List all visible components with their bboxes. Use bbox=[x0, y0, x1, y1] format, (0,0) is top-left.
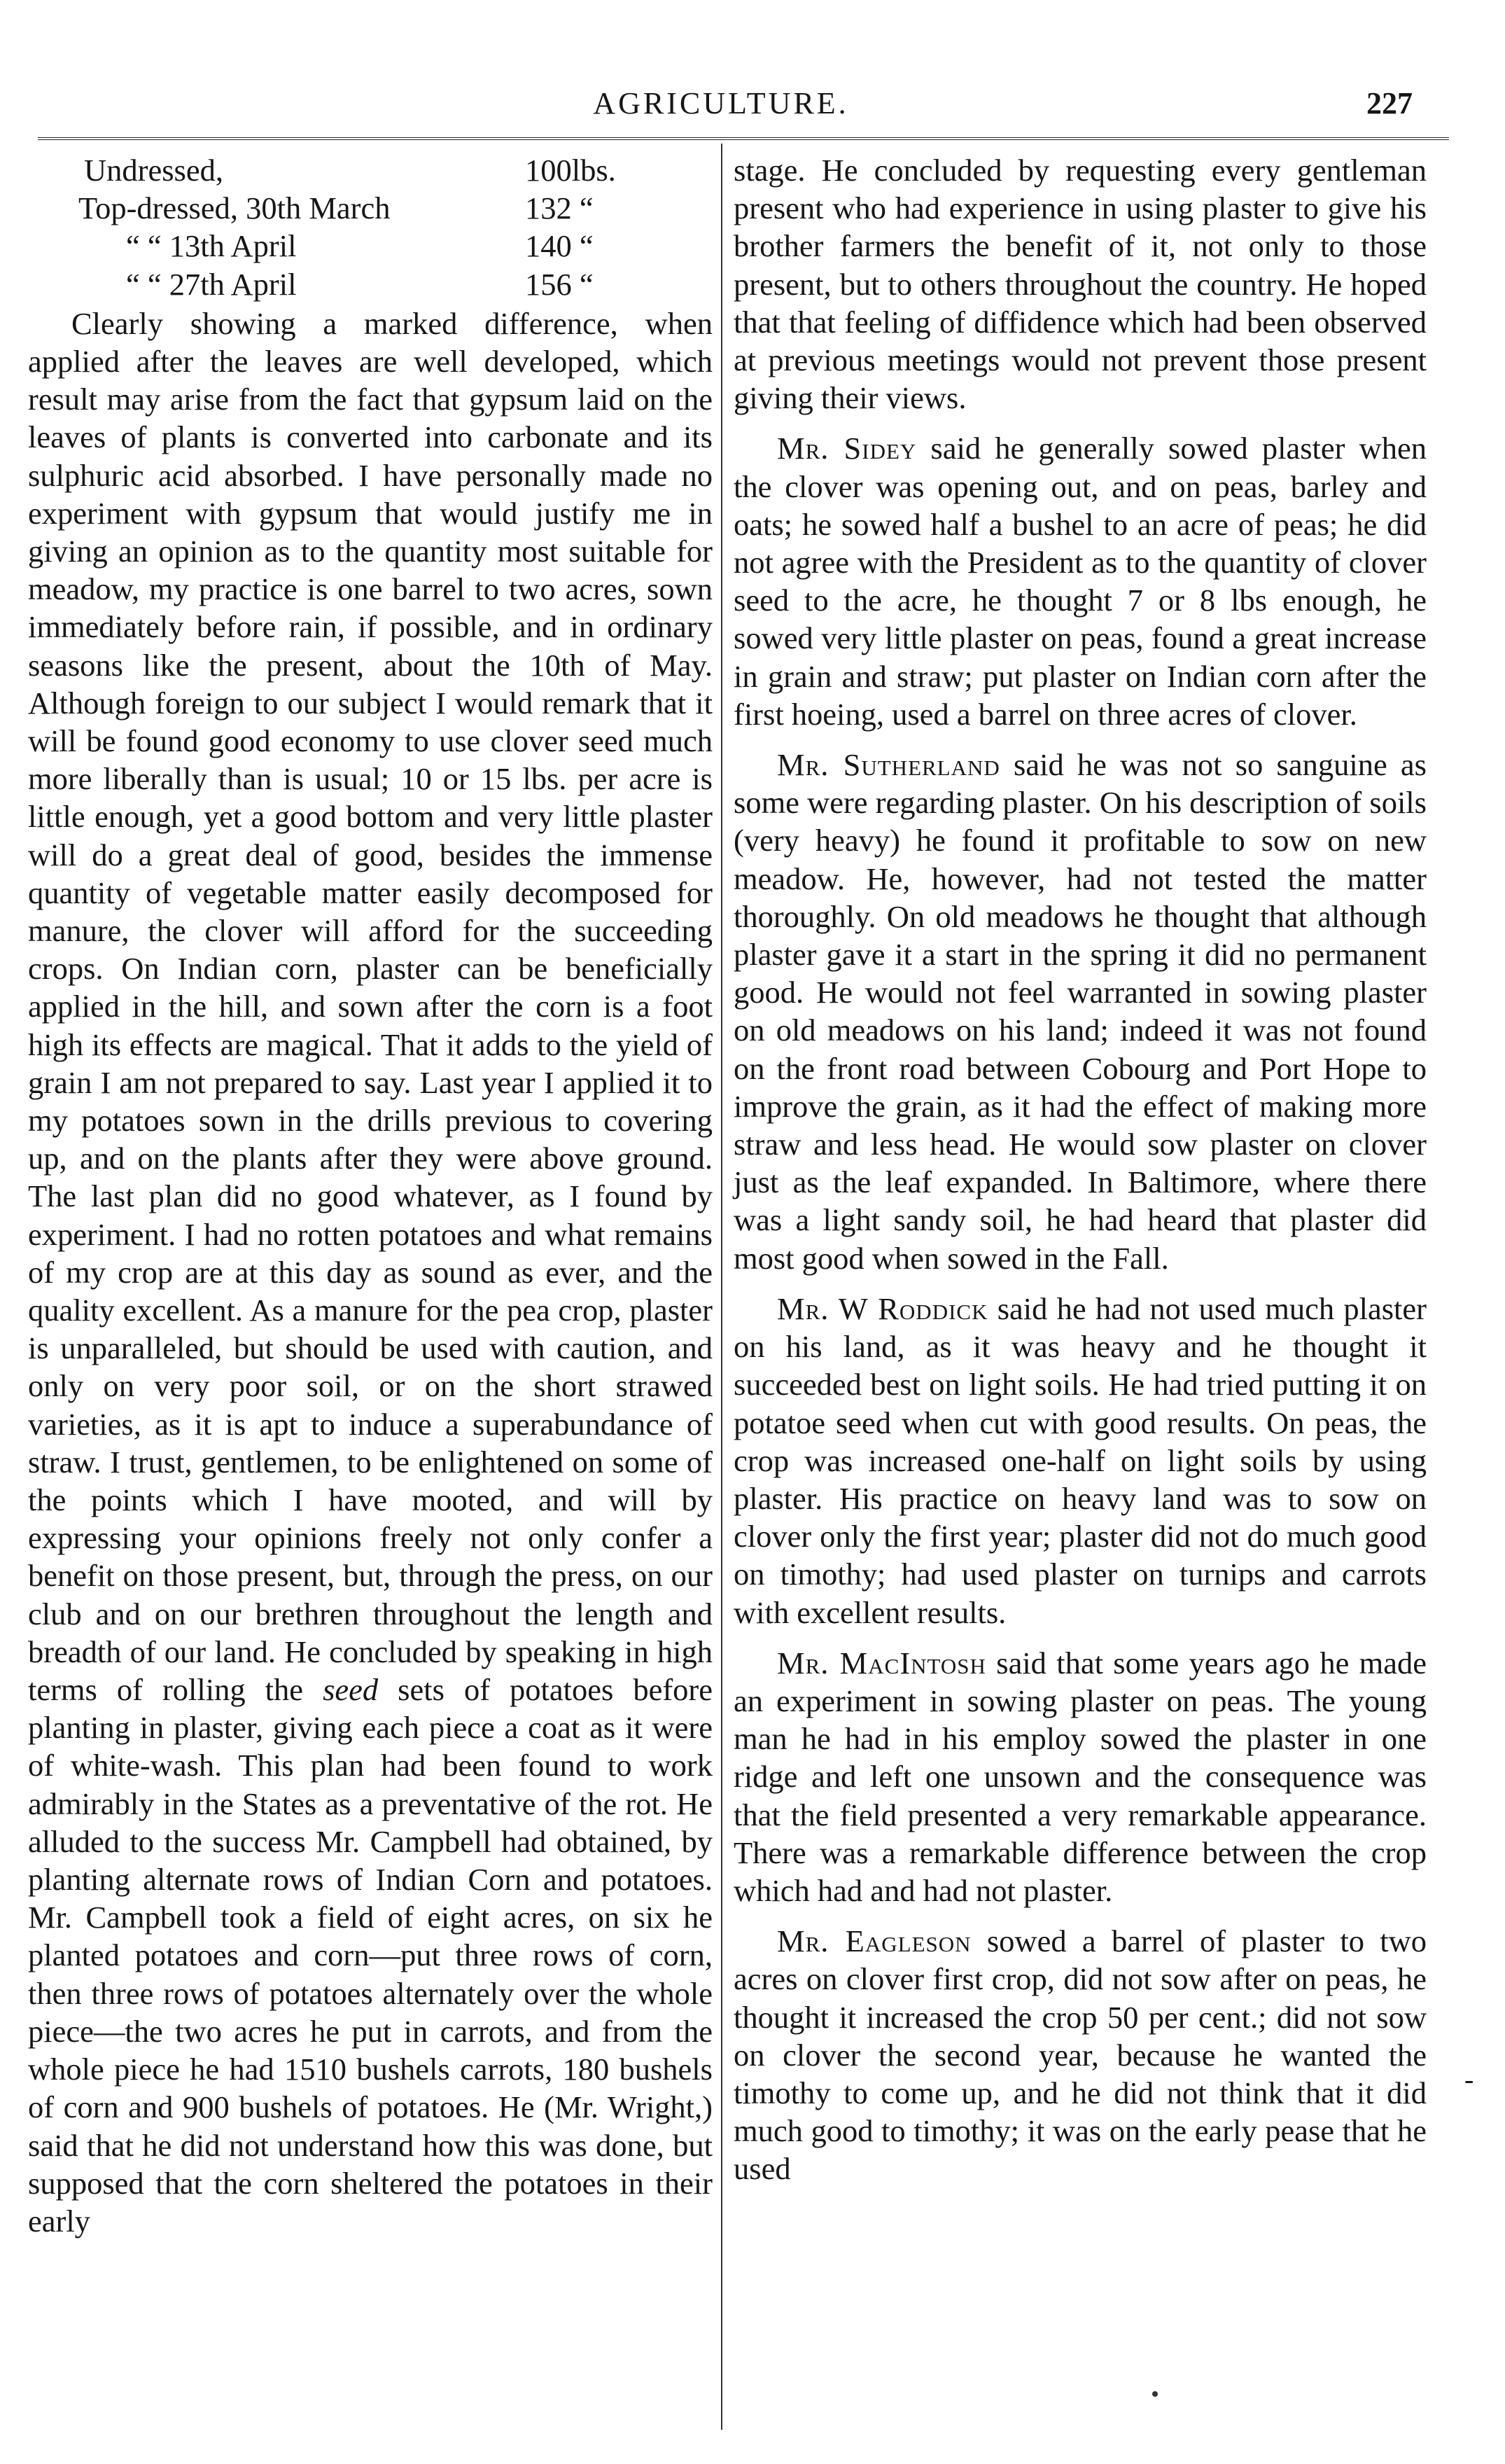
yield-table bbox=[28, 151, 713, 303]
paragraph-text: said that some years ago he made an experiment in sowing plaster on peas. The young man he had in his employ sowed the plaster in one ridge and left one unsown and the consequence was that the field presented a very remarkable appearance. There was a remarkable difference between the crop which had and had not plaster. bbox=[734, 1645, 1427, 1908]
speaker-name: Mr. Eagleson bbox=[777, 1923, 972, 1959]
margin-mark: - bbox=[1464, 2063, 1474, 2095]
speaker-name: Mr. W Roddick bbox=[777, 1290, 988, 1326]
speaker-paragraph bbox=[734, 746, 1427, 1277]
right-column bbox=[734, 151, 1427, 2188]
header-rule bbox=[38, 137, 1449, 140]
paragraph-text: sets of potatoes before planting in plaster, giving each piece a coat as it were of white-wash. This plan had been found to work admirably in the States as a preventative of the rot. He alluded to the success Mr. Campbell had obtained, by planting alternate rows of Indian Corn and potatoes. Mr. Campbell took a field of eight acres, on six he planted potatoes and corn—put three rows of corn, then three rows of potatoes alternately over the whole piece—the two acres he put in carrots, and from the whole piece he had 1510 bushels carrots, 180 bushels of corn and 900 bushels of potatoes. He (Mr. Wright,) said that he did not understand how this was done, but supposed that the corn sheltered the potatoes in their early bbox=[28, 1672, 713, 2239]
yield-value: 140 “ bbox=[525, 228, 594, 264]
speaker-paragraph bbox=[734, 1290, 1427, 1631]
yield-table-row bbox=[28, 265, 713, 303]
yield-label: Undressed, bbox=[84, 153, 223, 188]
yield-table-row bbox=[28, 227, 713, 265]
running-title: AGRICULTURE. bbox=[593, 86, 849, 120]
speaker-name: Mr. Sutherland bbox=[777, 747, 1000, 783]
column-divider bbox=[721, 144, 722, 2430]
running-head bbox=[0, 83, 1505, 132]
printer-speck bbox=[1152, 2391, 1158, 2397]
yield-table-row bbox=[28, 151, 713, 189]
yield-label: “ “ 27th April bbox=[126, 266, 297, 302]
speaker-name: Mr. Sidey bbox=[777, 431, 917, 466]
speaker-paragraph bbox=[734, 1922, 1427, 2187]
paragraph-text: said he generally sowed plaster when the clover was opening out, and on peas, barley and oats; he sowed half a bushel to an acre of peas; he did not agree with the President as to the quantity of clover seed to the acre, he thought 7 or 8 lbs enough, he sowed very little plaster on peas, found a great increase in grain and straw; put plaster on Indian corn after the first hoeing, used a barrel on three acres of clover. bbox=[734, 431, 1427, 732]
yield-value: 156 “ bbox=[525, 266, 594, 302]
speaker-name: Mr. MacIntosh bbox=[777, 1645, 986, 1680]
yield-value: 100lbs. bbox=[525, 153, 616, 188]
left-column bbox=[28, 151, 713, 2240]
paragraph-text: Clearly showing a marked difference, when applied after the leaves are well developed, which result may arise from the fact that gypsum laid on the leaves of plants is converted into carbonate and its sulphuric acid absorbed. I have personally made no experiment with gypsum that would justify me in giving an opinion as to the quantity most suitable for meadow, my practice is one barrel to two acres, sown immediately before rain, if possible, and in ordinary seasons like the present, about the 10th of May. Although foreign to our subject I would remark that it will be found good economy to use clover seed much more liberally than is usual; 10 or 15 lbs. per acre is little enough, yet a good bottom and very little plaster will do a great deal of good, besides the immense quantity of vegetable matter easily decomposed for manure, the clover will afford for the succeeding crops. On Indian corn, plaster can be beneficially applied in the hill, and sown after the corn is a foot high its effects are magical. That it adds to the yield of grain I am not prepared to say. Last year I applied it to my potatoes sown in the drills previous to covering up, and on the plants after they were above ground. The last plan did no good whatever, as I found by experiment. I had no rotten potatoes and what remains of my crop are at this day as sound as ever, and the quality excellent. As a manure for the pea crop, plaster is unparalleled, but should be used with caution, and only on very poor soil, or on the short strawed varieties, as it is apt to induce a superabundance of straw. I trust, gentlemen, to be enlightened on some of the points which I have mooted, and will by expressing your opinions freely not only confer a benefit on those present, but, through the press, on our club and on our brethren throughout the length and breadth of our land. He concluded by speaking in high terms of rolling the bbox=[28, 305, 713, 1708]
speaker-paragraph bbox=[734, 429, 1427, 733]
body-paragraph: stage. He concluded by requesting every gentleman present who had experience in using plaster to give his brother farmers the benefit of it, not only to those present, but to others throughout the country. He hoped that that feeling of diffidence which had been observed at previous meetings would not prevent those present giving their views. bbox=[734, 153, 1427, 416]
emphasized-word: seed bbox=[323, 1672, 379, 1708]
paragraph-text: sowed a barrel of plaster to two acres on clover first crop, did not sow after on peas, he thought it increased the crop 50 per cent.; did not sow on clover the second year, because he wanted the timothy to come up, and he did not think that it did much good to timothy; it was on the early pease that he used bbox=[734, 1923, 1427, 2187]
yield-table-row bbox=[28, 189, 713, 227]
yield-label: Top-dressed, 30th March bbox=[78, 190, 391, 226]
page-number: 227 bbox=[1366, 86, 1413, 120]
speaker-paragraph bbox=[734, 1644, 1427, 1909]
yield-value: 132 “ bbox=[525, 190, 594, 226]
paragraph-text: said he had not used much plaster on his land, as it was heavy and he thought it succeeded best on light soils. He had tried putting it on potatoe seed when cut with good results. On peas, the crop was increased one-half on light soils by using plaster. His practice on heavy land was to sow on clover only the first year; plaster did not do much good on timothy; had used plaster on turnips and carrots with excellent results. bbox=[734, 1290, 1427, 1630]
paragraph-text: said he was not so sanguine as some were regarding plaster. On his description of soils (very heavy) he found it profitable to sow on new meadow. He, however, had not tested the matter thoroughly. On old meadows he thought that although plaster gave it a start in the spring it did no permanent good. He would not feel warranted in sowing plaster on old meadows on his land; indeed it was not found on the front road between Cobourg and Port Hope to improve the grain, as it had the effect of making more straw and less head. He would sow plaster on clover just as the leaf expanded. In Baltimore, where there was a light sandy soil, he had heard that plaster did most good when sowed in the Fall. bbox=[734, 747, 1427, 1276]
body-paragraph bbox=[28, 305, 713, 2240]
yield-label: “ “ 13th April bbox=[126, 228, 297, 264]
